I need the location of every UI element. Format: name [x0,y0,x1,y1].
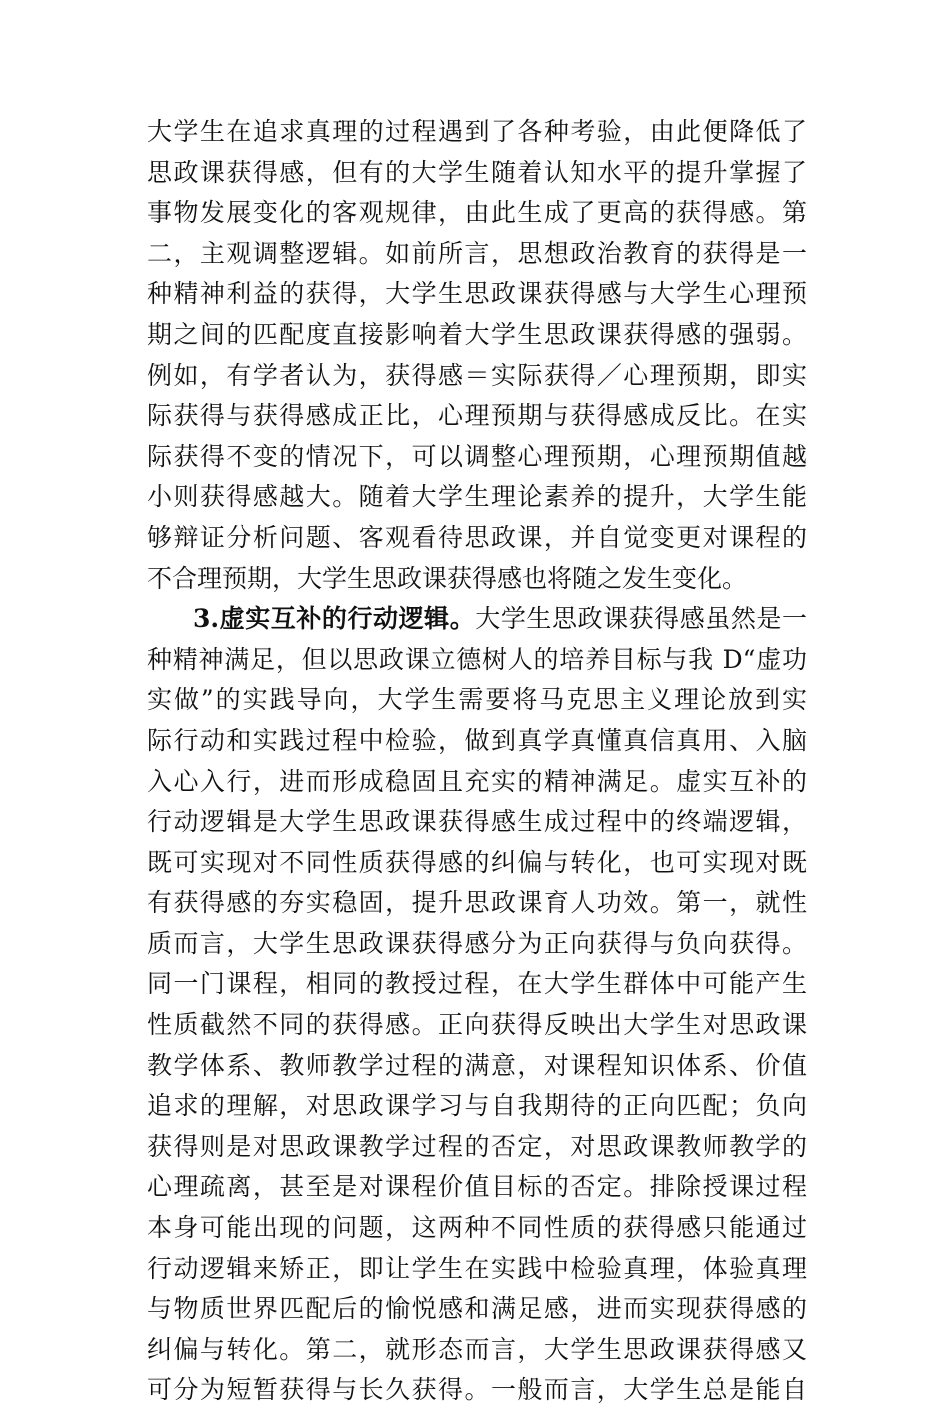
section-heading: 3.虚实互补的行动逻辑。 [193,604,476,634]
text-line: 例如，有学者认为，获得感＝实际获得／心理预期，即实 [147,360,807,390]
text-line: 事物发展变化的客观规律，由此生成了更高的获得感。第 [147,198,807,228]
text-line: 际获得与获得感成正比，心理预期与获得感成反比。在实 [147,401,807,431]
text-line: 心理疏离，甚至是对课程价值目标的否定。排除授课过程 [147,1172,807,1202]
text-run: 大学生思政课获得感虽然是一 [475,604,807,634]
text-line: 际获得不变的情况下，可以调整心理预期，心理预期值越 [147,441,807,471]
text-line: 行动逻辑来矫正，即让学生在实践中检验真理，体验真理 [147,1253,807,1283]
text-line: 实做”的实践导向，大学生需要将马克思主义理论放到实 [147,685,807,715]
text-line: 质而言，大学生思政课获得感分为正向获得与负向获得。 [147,928,807,958]
text-line: 入心入行，进而形成稳固且充实的精神满足。虚实互补的 [147,766,807,796]
text-line: 纠偏与转化。第二，就形态而言，大学生思政课获得感又 [147,1334,807,1364]
text-line: 种精神利益的获得，大学生思政课获得感与大学生心理预 [147,279,807,309]
paragraph-1 [147,112,807,599]
text-line: 追求的理解，对思政课学习与自我期待的正向匹配；负向 [147,1091,807,1121]
paragraph-first-line [147,599,807,640]
text-line: 大学生在追求真理的过程遇到了各种考验，由此便降低了 [147,117,807,146]
text-line: 不合理预期，大学生思政课获得感也将随之发生变化。 [147,563,748,593]
text-line: 与物质世界匹配后的愉悦感和满足感，进而实现获得感的 [147,1294,807,1324]
text-line: 教学体系、教师教学过程的满意，对课程知识体系、价值 [147,1050,807,1080]
text-line: 性质截然不同的获得感。正向获得反映出大学生对思政课 [147,1010,807,1040]
text-line: 本身可能出现的问题，这两种不同性质的获得感只能通过 [147,1213,807,1243]
text-line: 期之间的匹配度直接影响着大学生思政课获得感的强弱。 [147,319,807,349]
text-line: 可分为短暂获得与长久获得。一般而言，大学生总是能自 [147,1375,807,1405]
text-line: 小则获得感越大。随着大学生理论素养的提升，大学生能 [147,482,807,512]
text-line: 际行动和实践过程中检验，做到真学真懂真信真用、入脑 [147,725,807,755]
text-line: 二，主观调整逻辑。如前所言，思想政治教育的获得是一 [147,238,807,268]
paragraph-2 [147,599,807,1411]
text-line: 同一门课程，相同的教授过程，在大学生群体中可能产生 [147,969,807,999]
body-text [147,112,807,1411]
text-line: 行动逻辑是大学生思政课获得感生成过程中的终端逻辑， [147,807,807,837]
text-line: 种精神满足，但以思政课立德树人的培养目标与我 D“虚功 [147,644,807,674]
text-line: 既可实现对不同性质获得感的纠偏与转化，也可实现对既 [147,847,807,877]
text-line: 有获得感的夯实稳固，提升思政课育人功效。第一，就性 [147,888,807,918]
text-line: 获得则是对思政课教学过程的否定，对思政课教师教学的 [147,1131,807,1161]
text-line: 思政课获得感，但有的大学生随着认知水平的提升掌握了 [147,157,807,187]
text-line: 够辩证分析问题、客观看待思政课，并自觉变更对课程的 [147,522,807,552]
